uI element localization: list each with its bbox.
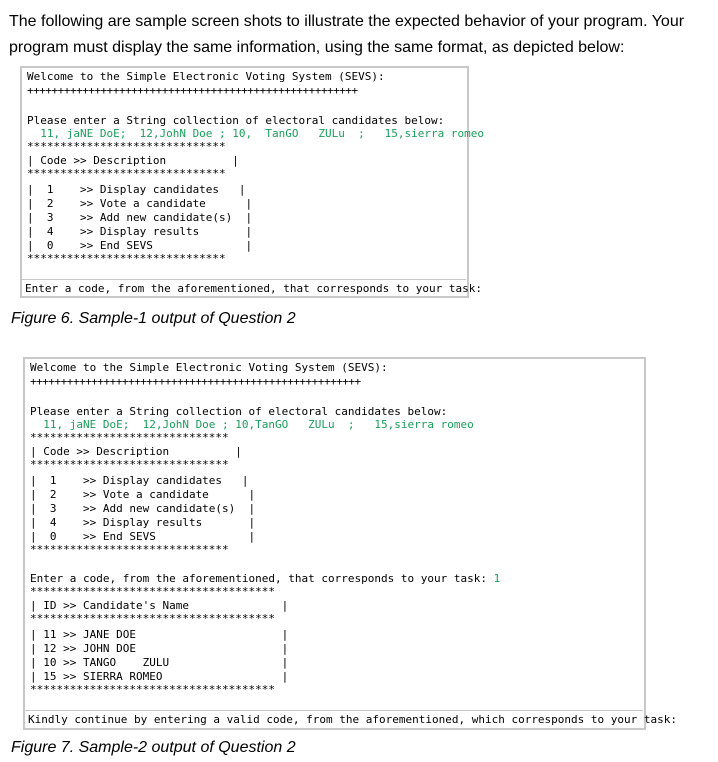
menu-header: | Code >> Description |: [30, 445, 242, 458]
console-plus-rule: ++++++++++++++++++++++++++++++++++++++++++++++++++++++: [30, 375, 361, 388]
console-user-input-candidates: 11, jaNE DoE; 12,JohN Doe ; 10, TanGO ZULu ; 15,sierra romeo: [27, 127, 484, 140]
menu-item-end: | 0 >> End SEVS |: [30, 530, 256, 543]
console-star-rule: *************************************: [30, 683, 276, 696]
candidate-row: | 12 >> JOHN DOE |: [30, 642, 289, 655]
menu-item-add-candidate: | 3 >> Add new candidate(s) |: [27, 211, 253, 224]
console-star-rule: ******************************: [27, 167, 226, 180]
console-star-rule: ******************************: [30, 543, 229, 556]
candidate-row: | 11 >> JANE DOE |: [30, 628, 289, 641]
menu-item-display-candidates: | 1 >> Display candidates |: [27, 183, 246, 196]
candidate-row: | 15 >> SIERRA ROMEO |: [30, 670, 289, 683]
candidate-row: | 10 >> TANGO ZULU |: [30, 656, 289, 669]
console-star-rule: ******************************: [27, 252, 226, 265]
console-window-sample-2: [23, 357, 678, 730]
menu-item-vote: | 2 >> Vote a candidate |: [30, 488, 256, 501]
figure-caption-6: Figure 6. Sample-1 output of Question 2: [11, 310, 296, 327]
console-user-input-candidates: 11, jaNE DoE; 12,JohN Doe ; 10,TanGO ZULu ; 15,sierra romeo: [30, 418, 474, 431]
console-star-rule: ******************************: [30, 431, 229, 444]
console-window-sample-1: [20, 66, 484, 298]
console-star-rule: *************************************: [30, 612, 276, 625]
console-line-prompt-candidates: Please enter a String collection of electoral candidates below:: [30, 405, 448, 418]
console-plus-rule: ++++++++++++++++++++++++++++++++++++++++++++++++++++++: [27, 84, 358, 97]
console-user-input-code: 1: [493, 572, 501, 585]
console-line-enter-code: [30, 572, 500, 585]
console-line-welcome: Welcome to the Simple Electronic Voting System (SEVS):: [30, 361, 388, 374]
figure-caption-7: Figure 7. Sample-2 output of Question 2: [11, 739, 296, 756]
intro-paragraph: The following are sample screen shots to illustrate the expected behavior of your program. Your program must display the same information, using the same format, as depicted below:: [9, 13, 685, 56]
console-star-rule: ******************************: [27, 140, 226, 153]
menu-item-display-candidates: | 1 >> Display candidates |: [30, 474, 249, 487]
console-line-enter-code: Enter a code, from the aforementioned, that corresponds to your task:: [22, 279, 466, 295]
menu-item-display-results: | 4 >> Display results |: [30, 516, 256, 529]
menu-item-end: | 0 >> End SEVS |: [27, 239, 253, 252]
menu-item-display-results: | 4 >> Display results |: [27, 225, 253, 238]
enter-code-prompt: Enter a code, from the aforementioned, that corresponds to your task:: [30, 572, 494, 585]
candidate-table-header: | ID >> Candidate's Name |: [30, 599, 289, 612]
menu-header: | Code >> Description |: [27, 154, 239, 167]
console-line-welcome: Welcome to the Simple Electronic Voting System (SEVS):: [27, 70, 385, 83]
console-star-rule: *************************************: [30, 585, 276, 598]
menu-item-vote: | 2 >> Vote a candidate |: [27, 197, 253, 210]
console-line-prompt-candidates: Please enter a String collection of electoral candidates below:: [27, 114, 445, 127]
console-star-rule: ******************************: [30, 458, 229, 471]
console-line-kindly-continue: Kindly continue by entering a valid code, from the aforementioned, which corresponds to your task:: [25, 710, 643, 726]
menu-item-add-candidate: | 3 >> Add new candidate(s) |: [30, 502, 256, 515]
